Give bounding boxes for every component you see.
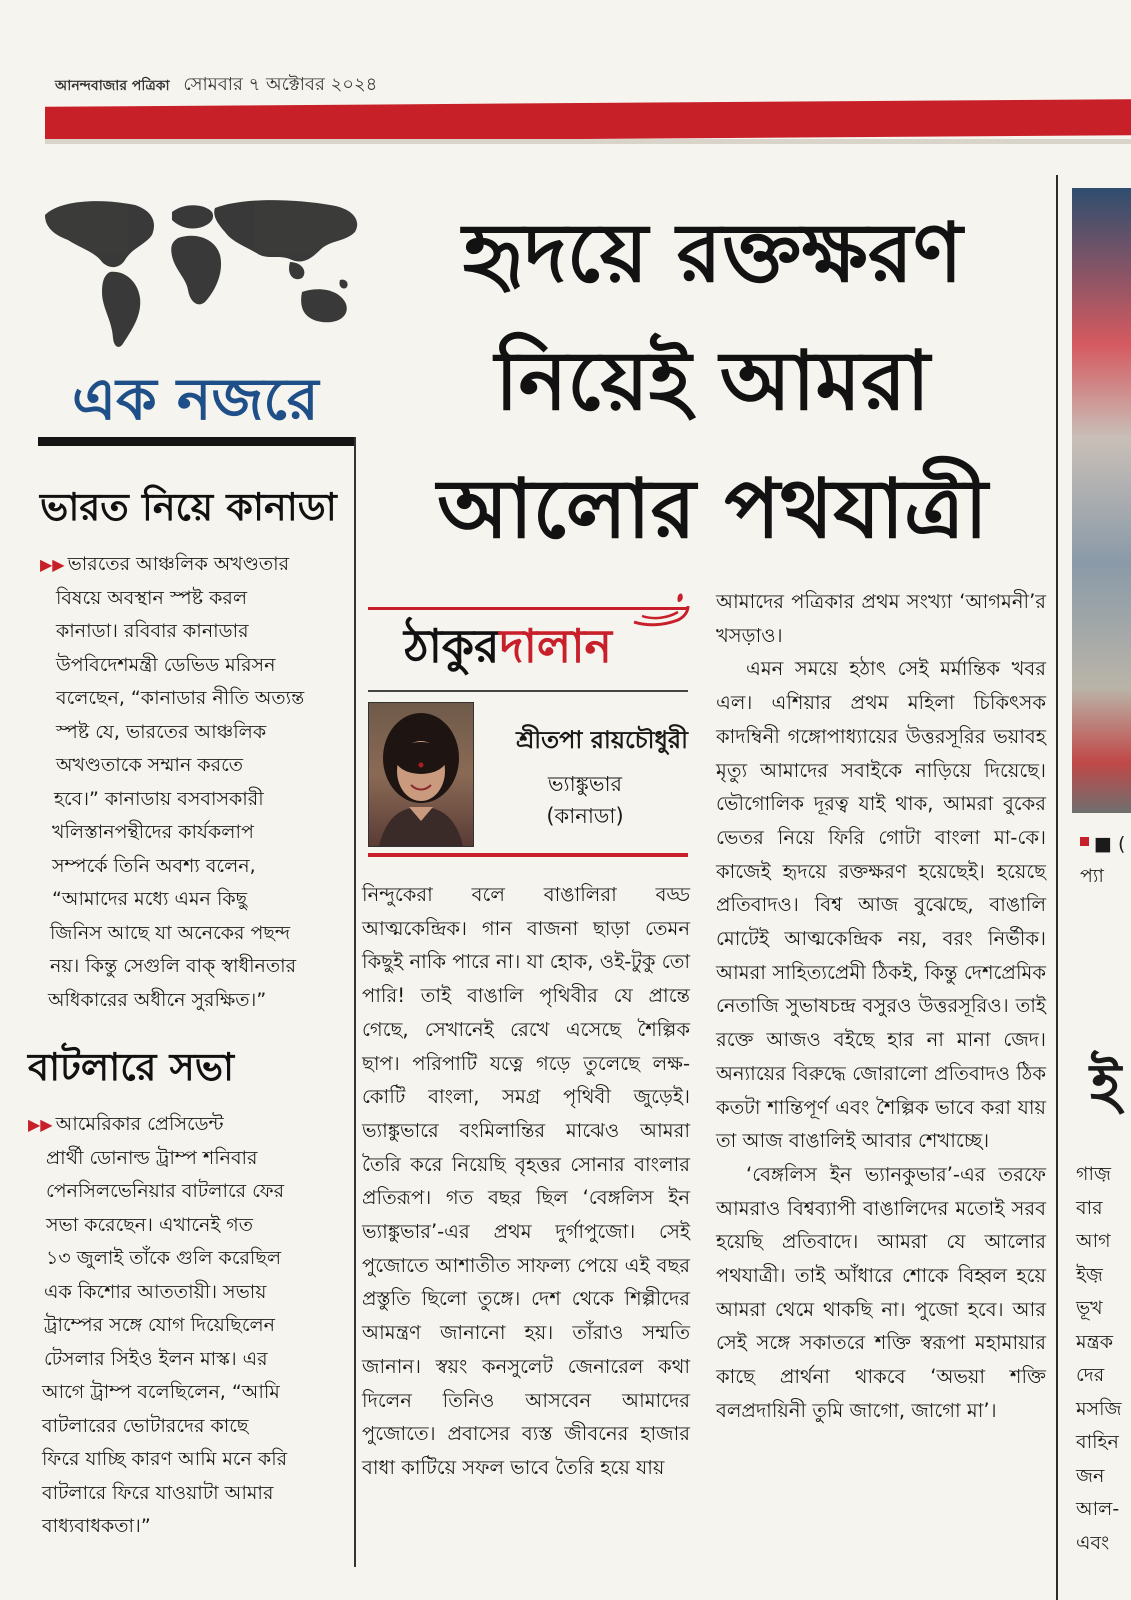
brief-line: হবে।” কানাডায় বসবাসকারী	[54, 787, 264, 810]
adjacent-line: জন	[1076, 1464, 1105, 1487]
article-paragraph: এমন সময়ে হঠাৎ সেই মর্মান্তিক খবর এল। এশিয়ার প্রথম মহিলা চিকিৎসক কাদম্বিনী গঙ্গোপাধ্যায়ের উত্তরসূরির ভয়াবহ মৃত্যু আমাদের সবাইকে নাড়িয়ে দিয়েছে। ভৌগোলিক দূরত্ব যাই থাক, আমরা বুকের ভেতর নিয়ে ফিরি গোটা বাংলা মা-কে। কাজেই হৃদয়ে রক্তক্ষরণ হয়েছেই। হয়েছে প্রতিবাদও। বিশ্ব আজ বুঝেছে, বাঙালি মোটেই আত্মকেন্দ্রিক নয়, বরং নির্ভীক। আমরা সাহিত্যপ্রেমী ঠিকই, কিন্তু দেশপ্রেমিক নেতাজি সুভাষচন্দ্র বসুরও উত্তরসূরিও। তাই রক্তে আজও বইছে হার না মানা জেদ। অন্যায়ের বিরুদ্ধে জোরালো প্রতিবাদও ঠিক কতটা শান্তিপূর্ণ এবং শৈল্পিক ভাবে করা যায় তা আজ বাঙালিই আবার শেখাচ্ছে।	[716, 657, 1046, 1153]
brief-line: পেনসিলভেনিয়ার বাটলারে ফের	[46, 1180, 285, 1202]
adjacent-line: বার	[1076, 1196, 1103, 1219]
author-name: শ্রীতপা রায়চৌধুরী	[516, 726, 688, 754]
adjacent-line: দের	[1076, 1364, 1105, 1386]
adjacent-line: বাহিন	[1076, 1431, 1119, 1453]
banner-shadow	[45, 139, 1131, 144]
brief-line: এক কিশোর আততায়ী। সভায়	[44, 1280, 267, 1303]
column-name-part2: দালান	[499, 619, 612, 673]
brief-line: “আমাদের মধ্যে এমন কিছু	[52, 888, 248, 910]
adjacent-line: আগ	[1076, 1230, 1111, 1252]
newspaper-name: আনন্দবাজার পত্রিকা	[55, 78, 170, 94]
adjacent-line: গাজ়	[1076, 1163, 1111, 1185]
brief-line: বাধ্যবাধকতা।”	[42, 1515, 151, 1537]
article-paragraph: ‘বেঙ্গলিস ইন ভ্যানকুভার’-এর তরফে আমরাও বিশ্বব্যাপী বাঙালিদের মতোই সরব হয়েছি প্রতিবাদে। আমরা যে আলোর পথযাত্রী। তাই আঁধারে শোকে বিহ্বল হয়ে আমরা থেমে থাকছি না। পুজো হবে। আর সেই সঙ্গে সকাতরে শক্তি স্বরূপা মহামায়ার কাছে প্রার্থনা থাকবে ‘অভয়া শক্তি বলপ্রদায়িনী তুমি জাগো, জাগো মা’।	[716, 1162, 1046, 1422]
author-country: (কানাডা)	[546, 804, 624, 828]
brief-line: প্রার্থী ডোনাল্ড ট্রাম্প শনিবার	[46, 1146, 258, 1169]
adjacent-line: ইজ়	[1076, 1263, 1103, 1286]
brief-heading: ভারত নিয়ে কানাডা	[40, 485, 337, 529]
brief-line: কানাডা। রবিবার কানাডার	[56, 620, 249, 642]
brief-line: ▶▶ ভারতের আঞ্চলিক অখণ্ডতার	[40, 553, 290, 575]
main-headline	[380, 190, 1045, 574]
brief-line: ফিরে যাচ্ছি কারণ আমি মনে করি	[42, 1448, 288, 1470]
headline-line: নিয়েই আমরা	[495, 334, 930, 429]
column-rule-bottom	[368, 853, 688, 857]
adjacent-line: আল-	[1076, 1498, 1120, 1520]
brief-line: ট্রাম্পের সঙ্গে যোগ দিয়েছিলেন	[44, 1314, 275, 1336]
brief-heading: বাটলারে সভা	[28, 1045, 235, 1089]
adjacent-line: মসজি	[1076, 1397, 1122, 1420]
brief-line: অধিকারের অধীনে সুরক্ষিত।”	[48, 988, 267, 1011]
brief-line: অখণ্ডতাকে সম্মান করতে	[56, 754, 243, 776]
adjacent-photo	[1072, 188, 1131, 813]
brief-line: ১৩ জুলাই তাঁকে গুলি করেছিল	[46, 1247, 282, 1269]
adjacent-headline-fragment: ই	[1090, 1051, 1122, 1121]
brief-line: আগে ট্রাম্প বলেছিলেন, “আমি	[42, 1381, 280, 1403]
brief-line: বাটলারের ভোটারদের কাছে	[42, 1414, 249, 1437]
bullet-arrow-icon: ▶▶	[40, 555, 65, 574]
headline-line: আলোর পথযাত্রী	[437, 462, 988, 557]
brief-body	[28, 1108, 348, 1544]
article-column-2	[716, 585, 1046, 1428]
red-banner-rule	[45, 99, 1131, 143]
brief-line: নয়। কিন্তু সেগুলি বাক্ স্বাধীনতার	[50, 955, 297, 977]
brief-line: বলেছেন, “কানাডার নীতি অত্যন্ত	[56, 687, 305, 709]
adjacent-caption: প্যা	[1080, 865, 1104, 887]
section-rule	[38, 437, 356, 446]
issue-date: সোমবার ৭ অক্টোবর ২০২৪	[183, 74, 378, 95]
masthead	[55, 70, 377, 101]
author-city: ভ্যাঙ্কুভার	[547, 772, 623, 796]
adjacent-line: এবং	[1076, 1531, 1110, 1554]
brief-line: সভা করেছেন। এখানেই গত	[46, 1213, 254, 1236]
brief-line: জিনিস আছে যা অনেকের পছন্দ	[50, 921, 291, 944]
article-column-1: নিন্দুকেরা বলে বাঙালিরা বড্ড আত্মকেন্দ্রিক। গান বাজনা ছাড়া তেমন কিছুই নাকি পারে না। যা হোক, ওই-টুকু তো পারি! তাই বাঙালি পৃথিবীর যে প্রান্তে গেছে, সেখানেই রেখে এসেছে শৈল্পিক ছাপ। পরিপাটি যত্নে গড়ে তুলেছে লক্ষ-কোটি বাংলা, সমগ্র পৃথিবী জুড়েই। ভ্যাঙ্কুভারে বংমিলান্তির মাঝেও আমরা তৈরি করে নিয়েছি বৃহত্তর সোনার বাংলার প্রতিরূপ। গত বছর ছিল ‘বেঙ্গলিস ইন ভ্যাঙ্কুভার’-এর প্রথম দুর্গাপুজো। সেই পুজোতে আশাতীত সাফল্য পেয়ে এই বছর প্রস্তুতি ছিলো তুঙ্গে। দেশ থেকে শিল্পীদের আমন্ত্রণ জানানো হয়। তাঁরাও সম্মতি জানান। স্বয়ং কনসুলেট জেনারেল কথা দিলেন তিনিও আসবেন আমাদের পুজোতে। প্রবাসের ব্যস্ত জীবনের হাজার বাধা কাটিয়ে সফল ভাবে তৈরি হয়ে যায়	[362, 883, 690, 1479]
column-divider-right	[1056, 175, 1058, 1600]
lamp-icon	[632, 592, 690, 632]
adjacent-text	[1076, 1158, 1122, 1560]
headline-line: হৃদয়ে রক্তক্ষরণ	[462, 206, 963, 301]
column-rule-mid	[368, 690, 688, 692]
column-name-part1: ঠাকুর	[404, 619, 500, 673]
adjacent-line: ভূখ	[1076, 1297, 1103, 1319]
adjacent-line: মন্ত্রক	[1076, 1330, 1114, 1353]
adjacent-caption: ■ (	[1094, 833, 1126, 855]
brief-line: বিষয়ে অবস্থান স্পষ্ট করল	[56, 586, 247, 609]
brief-line: খলিস্তানপন্থীদের কার্যকলাপ	[52, 821, 254, 843]
article-paragraph: আমাদের পত্রিকার প্রথম সংখ্যা ‘আগমনী’র খসড়াও।	[716, 590, 1046, 647]
brief-line: উপবিদেশমন্ত্রী ডেভিড মরিসন	[56, 653, 276, 676]
world-map-graphic	[40, 190, 365, 360]
brief-line: ▶▶ আমেরিকার প্রেসিডেন্ট	[28, 1113, 224, 1135]
author-location	[500, 768, 670, 832]
bullet-arrow-icon: ▶▶	[28, 1115, 53, 1134]
section-title: এক নজরে	[72, 365, 319, 433]
column-name	[404, 612, 612, 688]
author-photo	[368, 702, 474, 847]
column-divider-left	[354, 437, 356, 1567]
brief-body	[40, 548, 350, 1017]
brief-line: টেসলার সিইও ইলন মাস্ক। এর	[44, 1347, 268, 1370]
brief-line: সম্পর্কে তিনি অবশ্য বলেন,	[52, 854, 256, 877]
brief-line: স্পষ্ট যে, ভারতের আঞ্চলিক	[56, 720, 267, 743]
brief-line: বাটলারে ফিরে যাওয়াটা আমার	[42, 1481, 274, 1504]
caption-marker	[1080, 837, 1089, 846]
